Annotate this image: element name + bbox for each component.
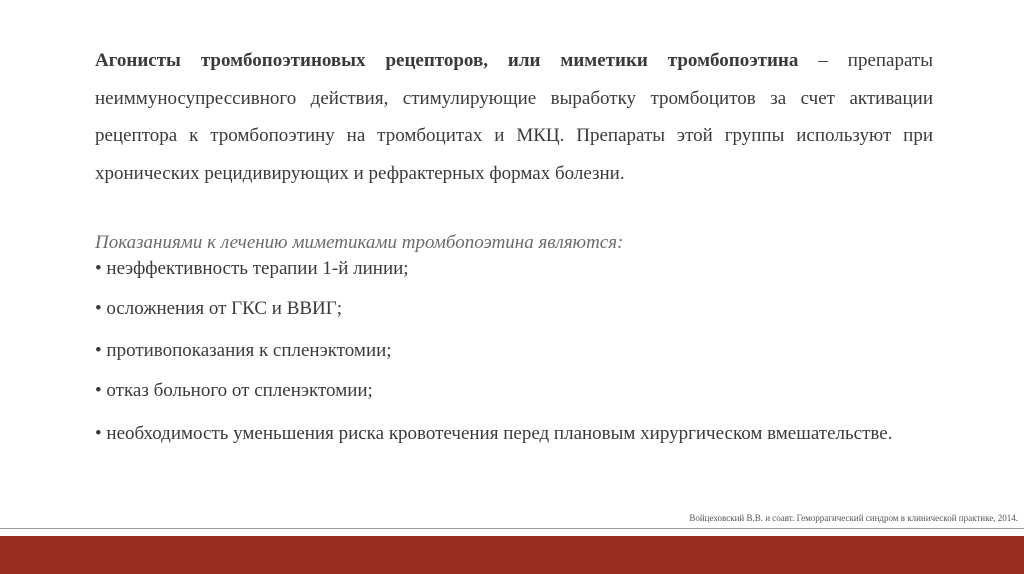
bullet-item-1: • неэффективность терапии 1-й линии;	[95, 258, 409, 279]
bullet-item-5: • необходимость уменьшения риска кровотечения перед плановым хирургическом вмешательстве.	[95, 423, 893, 444]
citation: Войцеховский В.В. и соавт. Геморрагический синдром в клинической практике, 2014.	[689, 513, 1018, 523]
bullet-item-2: • осложнения от ГКС и ВВИГ;	[95, 298, 343, 319]
intro-text: – препараты неиммуносупрессивного действия, стимулирующие выработку тромбоцитов за счет активации рецептора к тромбопоэтину на тромбоцитах и МКЦ. Препараты этой группы используют при хронических рецидивирующих и рефрактерных формах болезни.	[95, 50, 933, 184]
intro-paragraph	[95, 42, 933, 192]
bullet-item-4: • отказ больного от спленэктомии;	[95, 380, 373, 401]
indications-heading: Показаниями к лечению миметиками тромбопоэтина являются:	[95, 232, 624, 253]
footer-divider	[0, 528, 1024, 529]
footer-bar	[0, 536, 1024, 574]
bullet-item-3: • противопоказания к спленэктомии;	[95, 340, 392, 361]
intro-bold-term: Агонисты тромбопоэтиновых рецепторов, или миметики тромбопоэтина	[95, 50, 799, 71]
